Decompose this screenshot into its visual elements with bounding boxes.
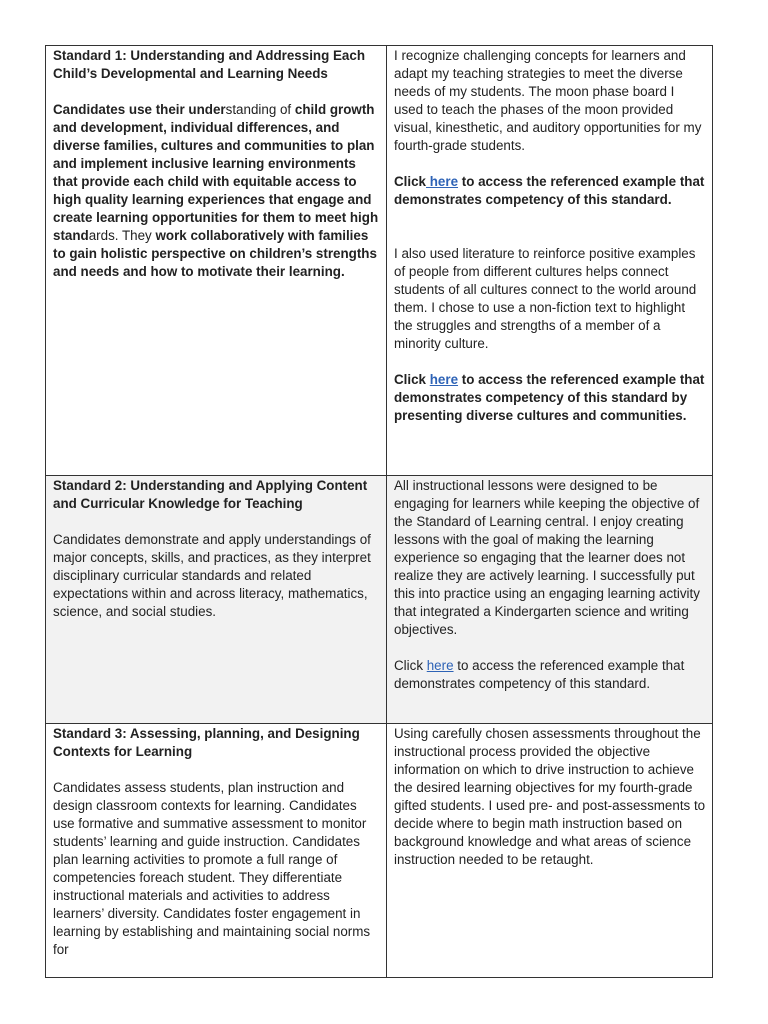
standard1-description	[53, 101, 380, 281]
table-row	[46, 46, 713, 476]
standard3-title: Standard 3: Assessing, planning, and Designing Contexts for Learning	[53, 726, 360, 759]
click-text: Click	[394, 658, 427, 673]
standard3-description: Candidates assess students, plan instruction and design classroom contexts for learning. Candidates use formative and summative assessment to monitor students’ learning and guide instruction. Candidates plan learning activities to promote a full range of competencies foreach student. They differentiate instructional materials and activities to address learners’ diversity. Candidates foster engagement in learning by establishing and maintaining social norms for	[53, 780, 371, 957]
standard1-title: Standard 1: Understanding and Addressing Each Child’s Developmental and Learning Needs	[53, 48, 365, 81]
standard1-click-line-1	[394, 173, 706, 209]
here-link[interactable]: here	[426, 658, 454, 673]
desc-bold-part: Candidates use their under	[53, 102, 226, 117]
standard2-description-cell	[46, 476, 387, 724]
standards-table	[45, 45, 713, 978]
standard2-click-line	[394, 657, 706, 693]
click-text: Click	[394, 174, 427, 189]
standard1-evidence-paragraph-1: I recognize challenging concepts for learners and adapt my teaching strategies to meet the diverse needs of my students. The moon phase board I used to teach the phases of the moon provided visual, kinesthetic, and auditory opportunities for my fourth-grade students.	[394, 48, 702, 153]
standard3-description-cell	[46, 724, 387, 978]
desc-plain-part: ards. They	[88, 228, 156, 243]
table-row	[46, 724, 713, 978]
standard3-evidence-cell	[387, 724, 713, 978]
standard2-title: Standard 2: Understanding and Applying Content and Curricular Knowledge for Teaching	[53, 478, 368, 511]
click-suffix: to access the referenced example that demonstrates competency of this standard.	[394, 658, 685, 691]
standard1-description-cell	[46, 46, 387, 476]
click-text: Click	[394, 372, 430, 387]
standard2-evidence-cell	[387, 476, 713, 724]
click-suffix: to access the referenced example that demonstrates competency of this standard.	[394, 174, 705, 207]
standard1-evidence-paragraph-2: I also used literature to reinforce positive examples of people from different cultures helps connect students of all cultures connect to the world around them. I chose to use a non-fiction text to highlight the struggles and strengths of a member of a minority culture.	[394, 246, 697, 351]
click-suffix: to access the referenced example that demonstrates competency of this standard by presenting diverse cultures and communities.	[394, 372, 705, 423]
desc-bold-part: child growth and development, individual differences, and diverse families, cultures and communities to plan and implement inclusive learning environments that provide each child with equitable access to high quality learning experiences that engage and create learning opportunities for them to meet high stand	[53, 102, 379, 243]
standard1-click-line-2	[394, 371, 706, 425]
table-row	[46, 476, 713, 724]
standard1-evidence-cell	[387, 46, 713, 476]
here-link[interactable]: here	[429, 372, 459, 387]
desc-bold-part: work collaboratively with families to gain holistic perspective on children’s strengths and needs and how to motivate their learning.	[53, 228, 377, 279]
standard2-evidence-paragraph: All instructional lessons were designed to be engaging for learners while keeping the objective of the Standard of Learning central. I enjoy creating lessons with the goal of making the learning experience so engaging that the learner does not realize they are actively learning. I successfully put this into practice using an engaging learning activity that integrated a Kindergarten science and writing objectives.	[394, 478, 700, 637]
here-link[interactable]: here	[426, 174, 459, 189]
standard3-evidence-paragraph: Using carefully chosen assessments throughout the instructional process provided the objective information on which to drive instruction to achieve the desired learning objectives for my fourth-grade gifted students. I used pre- and post-assessments to decide where to begin math instruction based on background knowledge and what areas of science instruction needed to be retaught.	[394, 726, 706, 867]
standard2-description: Candidates demonstrate and apply understandings of major concepts, skills, and practices, as they interpret disciplinary curricular standards and related expectations within and across literacy, mathematics, science, and social studies.	[53, 532, 371, 619]
desc-plain-part: standing of	[225, 102, 295, 117]
